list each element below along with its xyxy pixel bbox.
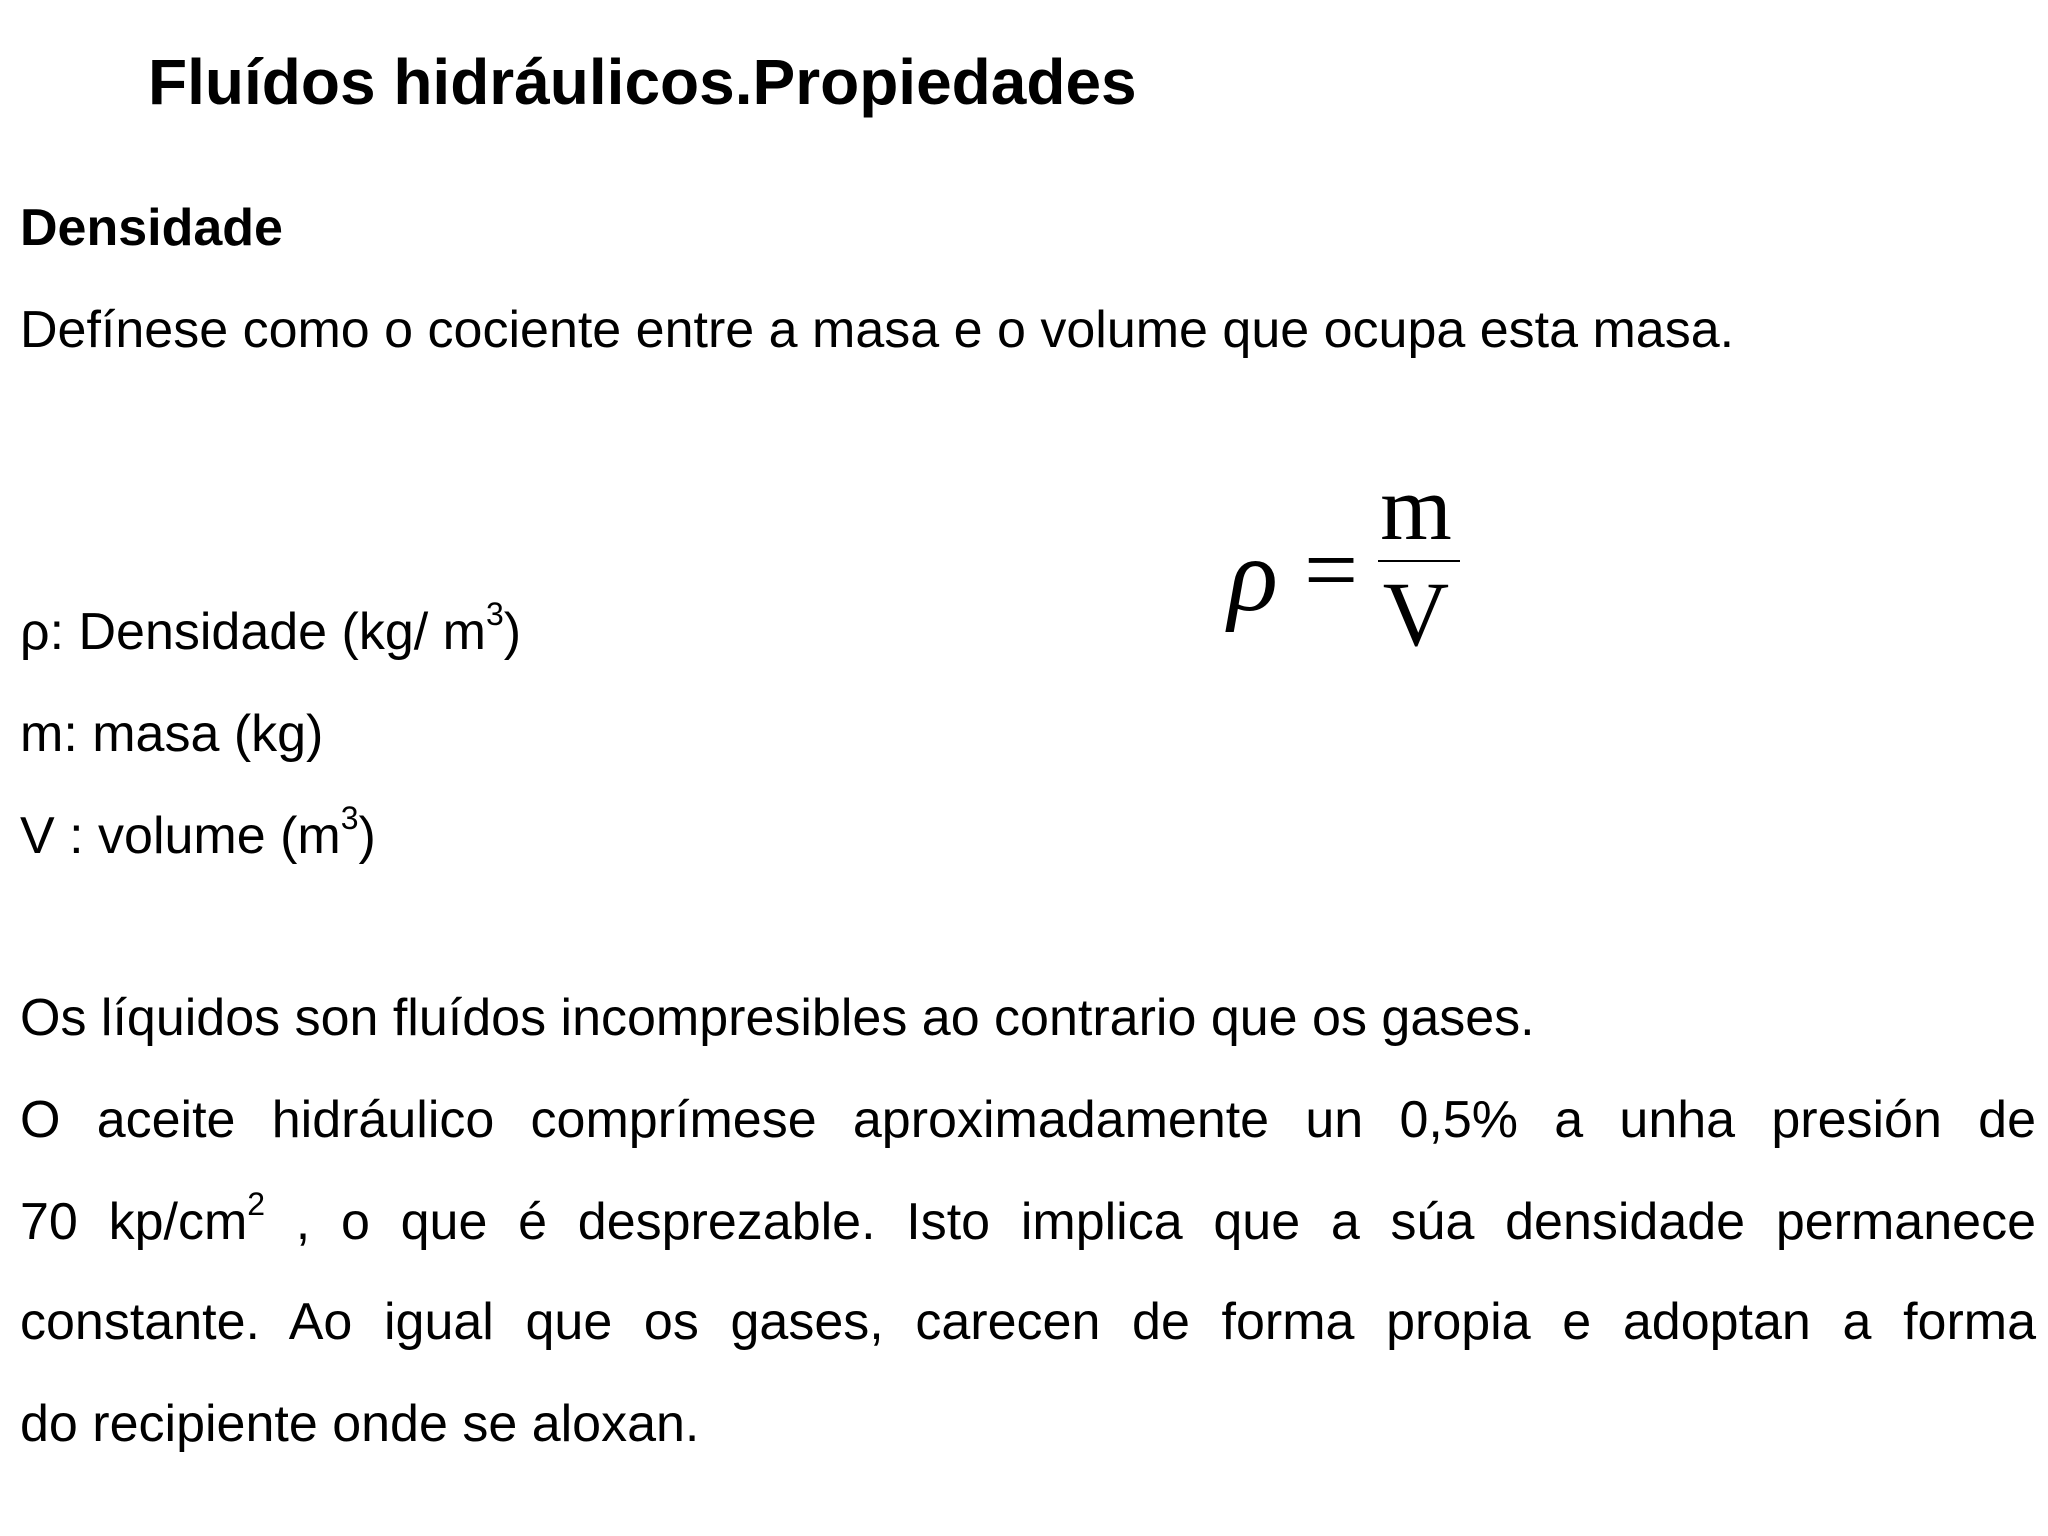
definition-text: Defínese como o cociente entre a masa e o volume que ocupa esta masa.	[20, 301, 1735, 359]
variable-volume: V : volume $(m^3)$	[20, 799, 376, 865]
formula-fraction-bar	[1378, 560, 1460, 562]
variable-mass: m: masa (kg)	[20, 705, 324, 763]
page-title: Fluídos hidráulicos.Propiedades	[148, 46, 1137, 118]
formula-equals: =	[1304, 516, 1359, 623]
variable-density: ρ: Densidade (kg/ $m^3$)	[20, 595, 522, 661]
formula-denominator: V	[1382, 563, 1450, 665]
paragraph-line-1: Os líquidos son fluídos incompresibles ao contrario que os gases.	[20, 989, 1535, 1047]
formula-rho: ρ	[1228, 518, 1278, 633]
paragraph-line-4: constante. Ao igual que os gases, carecen de forma propia e adoptan a forma	[20, 1293, 2036, 1351]
paragraph-line-2: O aceite hidráulico comprímese aproximadamente un 0,5% a unha presión de	[20, 1091, 2036, 1149]
paragraph-line-5: do recipiente onde se aloxan.	[20, 1395, 700, 1453]
paragraph-line-3: 70 $kp/cm^2$ , o que é desprezable. Isto implica que a súa densidade permanece	[20, 1185, 2036, 1251]
section-heading: Densidade	[20, 199, 283, 257]
density-formula	[1228, 457, 1468, 665]
formula-numerator: m	[1380, 457, 1452, 559]
